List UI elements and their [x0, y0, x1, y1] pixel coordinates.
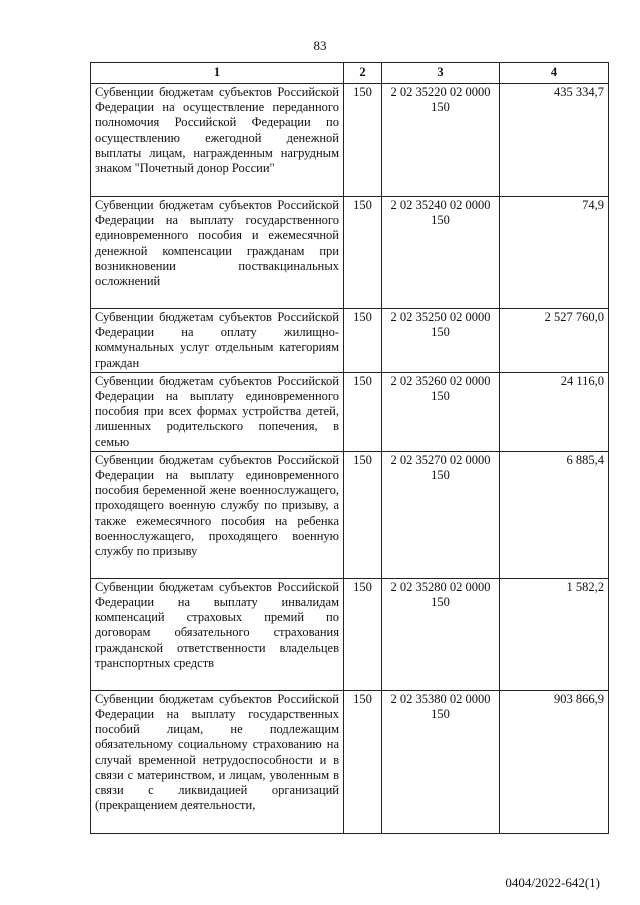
row-description: Субвенции бюджетам субъектов Российской Федерации на выплату государственного единовременного пособия и ежемесячной денежной компенсации гражданам при возникновении поствакцинальных осложнений	[91, 197, 344, 309]
table-row	[91, 197, 609, 309]
row-admin-code: 150	[344, 309, 382, 373]
header-col-4: 4	[500, 63, 609, 84]
row-admin-code: 150	[344, 690, 382, 833]
row-admin-code: 150	[344, 578, 382, 690]
header-col-1: 1	[91, 63, 344, 84]
page-number: 83	[313, 38, 327, 53]
header-col-3: 3	[382, 63, 500, 84]
row-income-code: 2 02 35250 02 0000 150	[382, 309, 500, 373]
table-row	[91, 690, 609, 833]
row-description: Субвенции бюджетам субъектов Российской Федерации на выплату инвалидам компенсаций страховых премий по договорам обязательного страхования гражданской ответственности владельцев транспортных средств	[91, 578, 344, 690]
row-income-code: 2 02 35280 02 0000 150	[382, 578, 500, 690]
row-admin-code: 150	[344, 84, 382, 197]
row-income-code: 2 02 35220 02 0000 150	[382, 84, 500, 197]
row-income-code: 2 02 35380 02 0000 150	[382, 690, 500, 833]
row-amount: 435 334,7	[500, 84, 609, 197]
row-amount: 1 582,2	[500, 578, 609, 690]
table-row	[91, 451, 609, 578]
row-amount: 903 866,9	[500, 690, 609, 833]
row-description: Субвенции бюджетам субъектов Российской Федерации на оплату жилищно-коммунальных услуг отдельным категориям граждан	[91, 309, 344, 373]
row-description: Субвенции бюджетам субъектов Российской Федерации на выплату единовременного пособия беременной жене военнослужащего, проходящего военную службу по призыву, а также ежемесячного пособия на ребенка военнослужащего, проходящего военную службу по призыву	[91, 451, 344, 578]
row-description: Субвенции бюджетам субъектов Российской Федерации на выплату единовременного пособия при всех формах устройства детей, лишенных родительского попечения, в семью	[91, 372, 344, 451]
row-amount: 6 885,4	[500, 451, 609, 578]
row-income-code: 2 02 35260 02 0000 150	[382, 372, 500, 451]
row-amount: 2 527 760,0	[500, 309, 609, 373]
table-row	[91, 84, 609, 197]
row-income-code: 2 02 35270 02 0000 150	[382, 451, 500, 578]
row-description: Субвенции бюджетам субъектов Российской Федерации на осуществление переданного полномочия Российской Федерации по осуществлению ежегодной денежной выплаты лицам, награжденным нагрудным знаком "Почетный донор России"	[91, 84, 344, 197]
row-admin-code: 150	[344, 451, 382, 578]
table-row	[91, 372, 609, 451]
table-row	[91, 309, 609, 373]
table-header-row	[91, 63, 609, 84]
row-admin-code: 150	[344, 197, 382, 309]
row-amount: 74,9	[500, 197, 609, 309]
document-code: 0404/2022-642(1)	[505, 875, 600, 890]
table-row	[91, 578, 609, 690]
row-description: Субвенции бюджетам субъектов Российской Федерации на выплату государственных пособий лицам, не подлежащим обязательному социальному страхованию на случай временной нетрудоспособности и в связи с материнством, и лицам, уволенным в связи с ликвидацией организаций (прекращением деятельности,	[91, 690, 344, 833]
budget-table	[90, 62, 609, 834]
row-income-code: 2 02 35240 02 0000 150	[382, 197, 500, 309]
row-amount: 24 116,0	[500, 372, 609, 451]
row-admin-code: 150	[344, 372, 382, 451]
header-col-2: 2	[344, 63, 382, 84]
